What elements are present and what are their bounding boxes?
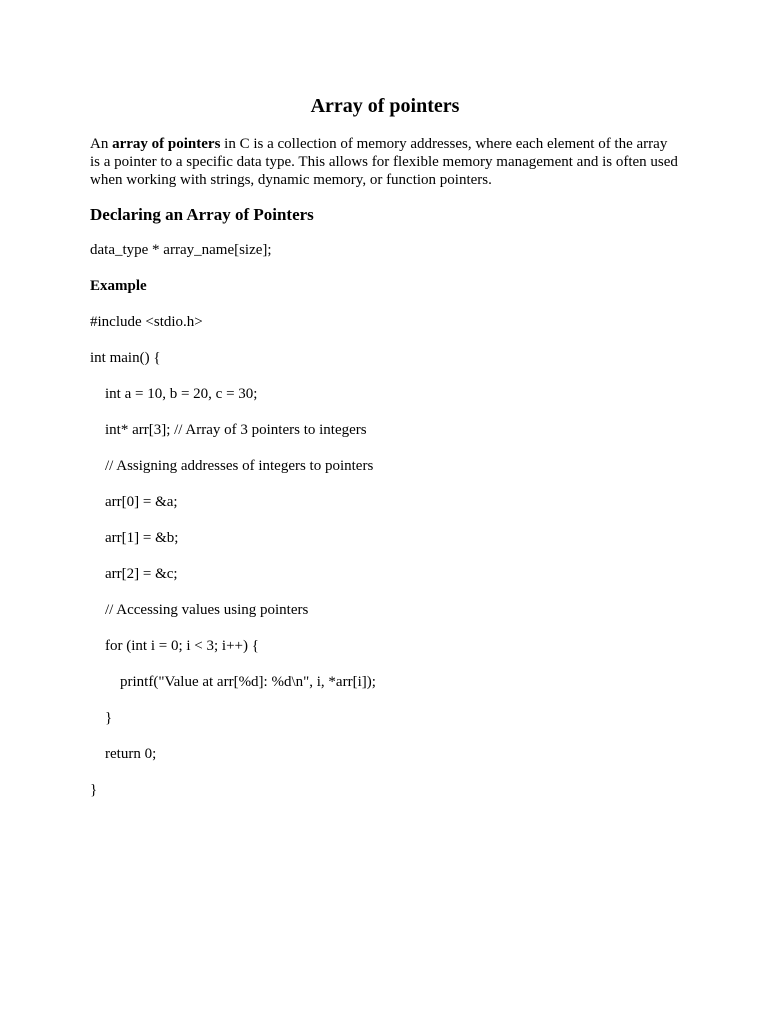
code-line: for (int i = 0; i < 3; i++) {: [105, 638, 259, 654]
intro-suffix: in C is a collection of memory addresses, where each element of the array is a pointer to a specific data type. This allows for flexible memory management and is often used when working with strings, dynamic memory, or function pointers.: [90, 136, 678, 188]
code-line: }: [105, 710, 113, 726]
code-line: int main() {: [90, 350, 161, 366]
code-line: arr[2] = &c;: [105, 566, 178, 582]
code-line: // Accessing values using pointers: [105, 602, 309, 618]
example-label: Example: [90, 278, 147, 294]
intro-bold-term: array of pointers: [112, 136, 221, 152]
page-title: Array of pointers: [310, 95, 460, 117]
syntax-line: data_type * array_name[size];: [90, 242, 272, 258]
code-line: arr[1] = &b;: [105, 530, 179, 546]
intro-prefix: An: [90, 136, 113, 152]
intro-paragraph: [90, 135, 680, 189]
code-line: arr[0] = &a;: [105, 494, 178, 510]
code-line: return 0;: [105, 746, 157, 762]
code-line: // Assigning addresses of integers to pointers: [105, 458, 374, 474]
code-line: printf("Value at arr[%d]: %d\n", i, *arr[i]);: [120, 674, 376, 690]
code-line: int* arr[3]; // Array of 3 pointers to integers: [105, 422, 367, 438]
code-line: #include <stdio.h>: [90, 314, 203, 330]
code-line: int a = 10, b = 20, c = 30;: [105, 386, 258, 402]
code-line: }: [90, 782, 98, 798]
code-block: [90, 313, 680, 799]
document-content: [90, 94, 680, 817]
section-heading: Declaring an Array of Pointers: [90, 205, 314, 224]
